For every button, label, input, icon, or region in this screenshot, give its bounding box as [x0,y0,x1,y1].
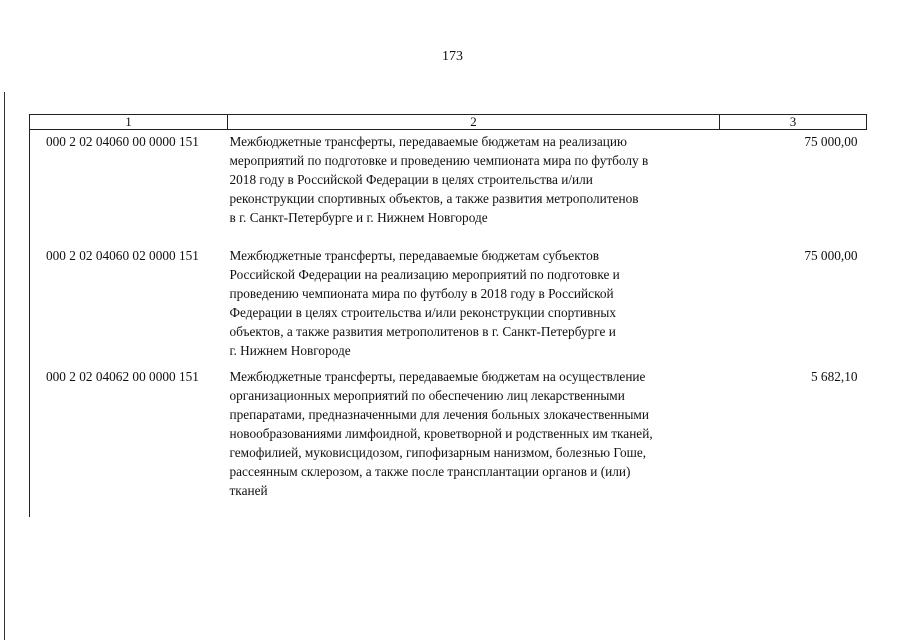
budget-amount: 75 000,00 [804,248,858,263]
table-row [30,244,867,365]
budget-description: Межбюджетные трансферты, передаваемые бюджетам на реализацию мероприятий по подготовке и проведению чемпионата мира по футболу в 2018 году в Российской Федерации в целях строительства и/или реконструкции спортивных объектов, а также развития метрополитенов в г. Санкт-Петербурге и г. Нижнем Новгороде [229,134,649,225]
budget-amount: 5 682,10 [810,369,858,384]
budget-description: Межбюджетные трансферты, передаваемые бюджетам на осуществление организационных мероприятий по обеспечению лиц лекарственными препаратами, предназначенными для лечения больных злокачественными новообразованиями лимфоидной, кроветворной и родственных им тканей, гемофилией, муковисцидозом, гипофизарным нанизмом, болезнью Гоше, рассеянным склерозом, а также после трансплантации органов и (или) тканей [229,369,653,498]
column-header-description: 2 [228,115,720,130]
page-number: 173 [442,49,463,64]
budget-amount: 75 000,00 [804,134,858,149]
budget-table [29,114,867,517]
table-header-row [30,115,867,130]
table-row [30,130,867,245]
column-header-code: 1 [30,115,228,130]
budget-code: 000 2 02 04060 02 0000 151 [30,244,228,365]
left-margin-rule [4,92,5,640]
budget-description: Межбюджетные трансферты, передаваемые бюджетам субъектов Российской Федерации на реализацию мероприятий по подготовке и проведению чемпионата мира по футболу в 2018 году в Российской Федерации в целях строительства и/или реконструкции спортивных объектов, а также развития метрополитенов в г. Санкт-Петербурге и г. Нижнем Новгороде [229,248,620,358]
table-row [30,365,867,517]
column-header-amount: 3 [720,115,867,130]
budget-code: 000 2 02 04060 00 0000 151 [30,130,228,245]
budget-code: 000 2 02 04062 00 0000 151 [30,365,228,517]
